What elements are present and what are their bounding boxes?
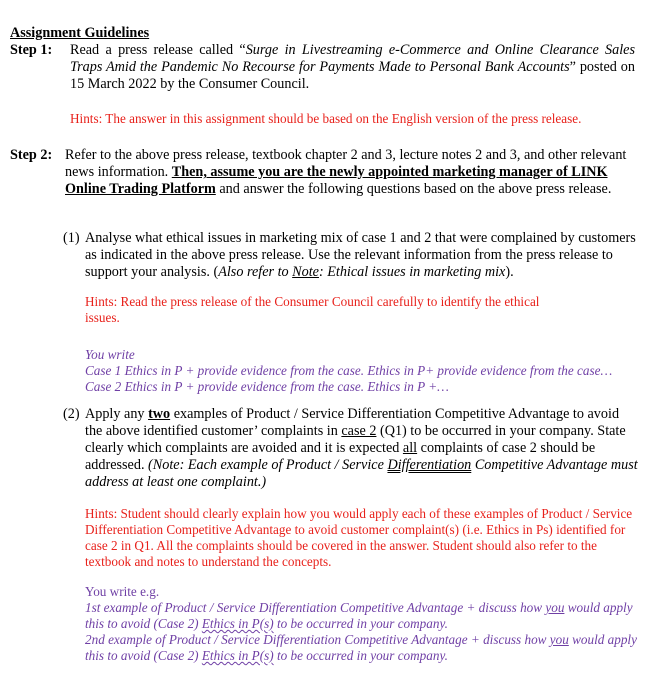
question-2-you-write: You write e.g. bbox=[85, 584, 160, 599]
question-2-number: (2) bbox=[63, 406, 80, 422]
step2-body bbox=[65, 147, 635, 198]
question-1-text: Analyse what ethical issues in marketing mix of case 1 and 2 that were complained by customers as indicated in the above press release. Use the relevant information from the press release to support your analysis. (Also refer to Note: Ethical issues in marketing mix). bbox=[85, 230, 636, 280]
question-2 bbox=[63, 406, 638, 664]
step1-label: Step 1: bbox=[10, 42, 53, 58]
question-2-text: Apply any two examples of Product / Service Differentiation Competitive Advantage to avoid the above identified customer’ complaints in case 2 (Q1) to be occurred in your company. State clearly which complaints are avoided and it is expected all complaints of case 2 should be addressed. (Note: Each example of Product / Service Differentiation Competitive Advantage must address at least one complaint.) bbox=[85, 406, 638, 490]
note-link: Note bbox=[292, 264, 319, 280]
press-release-title: Surge in Livestreaming e-Commerce and Online Clearance Sales Traps Amid the Pandemic No Recourse for Payments Made to Personal Bank Accounts bbox=[70, 42, 635, 75]
example-2-line: 2nd example of Product / Service Differentiation Competitive Advantage + discuss how you would apply this to avoid (Case 2) Ethics in P(s) to be occurred in your company. bbox=[85, 632, 637, 663]
case-2-line: Case 2 Ethics in P + provide evidence from the case. Ethics in P +… bbox=[85, 379, 449, 394]
example-1-line: 1st example of Product / Service Differentiation Competitive Advantage + discuss how you would apply this to avoid (Case 2) Ethics in P(s) to be occurred in your company. bbox=[85, 600, 633, 631]
step1-body bbox=[70, 42, 635, 127]
question-1-you-write: You write bbox=[85, 347, 135, 362]
question-1 bbox=[63, 230, 638, 395]
question-1-number: (1) bbox=[63, 230, 80, 246]
case-1-line: Case 1 Ethics in P + provide evidence from the case. Ethics in P+ provide evidence from the case… bbox=[85, 363, 613, 378]
step1-text: Read a press release called “Surge in Livestreaming e-Commerce and Online Clearance Sales Traps Amid the Pandemic No Recourse for Payments Made to Personal Bank Accounts” posted on 15 March 2022 by the Consumer Council. bbox=[70, 42, 635, 92]
step2-label: Step 2: bbox=[10, 147, 53, 163]
guidelines-title: Assignment Guidelines bbox=[10, 25, 150, 41]
step2-text: Refer to the above press release, textbook chapter 2 and 3, lecture notes 2 and 3, and other relevant news information. Then, assume you are the newly appointed marketing manager of LINK Online Trading Platform and answer the following questions based on the above press release. bbox=[65, 147, 627, 197]
question-2-hint: Hints: Student should clearly explain how you would apply each of these examples of Product / Service Differentiation Competitive Advantage to avoid customer complaint(s) (i.e. Ethics in Ps) identified for case 2 in Q1. All the complaints should be covered in the answer. Student should also refer to the textbook and notes to understand the concepts. bbox=[85, 506, 633, 569]
step1-hint: Hints: The answer in this assignment should be based on the English version of the press release. bbox=[70, 111, 582, 126]
question-1-hint: Hints: Read the press release of the Consumer Council carefully to identify the ethical issues. bbox=[85, 294, 540, 325]
role-emphasis: Then, assume you are the newly appointed marketing manager of LINK Online Trading Platform bbox=[65, 164, 608, 197]
